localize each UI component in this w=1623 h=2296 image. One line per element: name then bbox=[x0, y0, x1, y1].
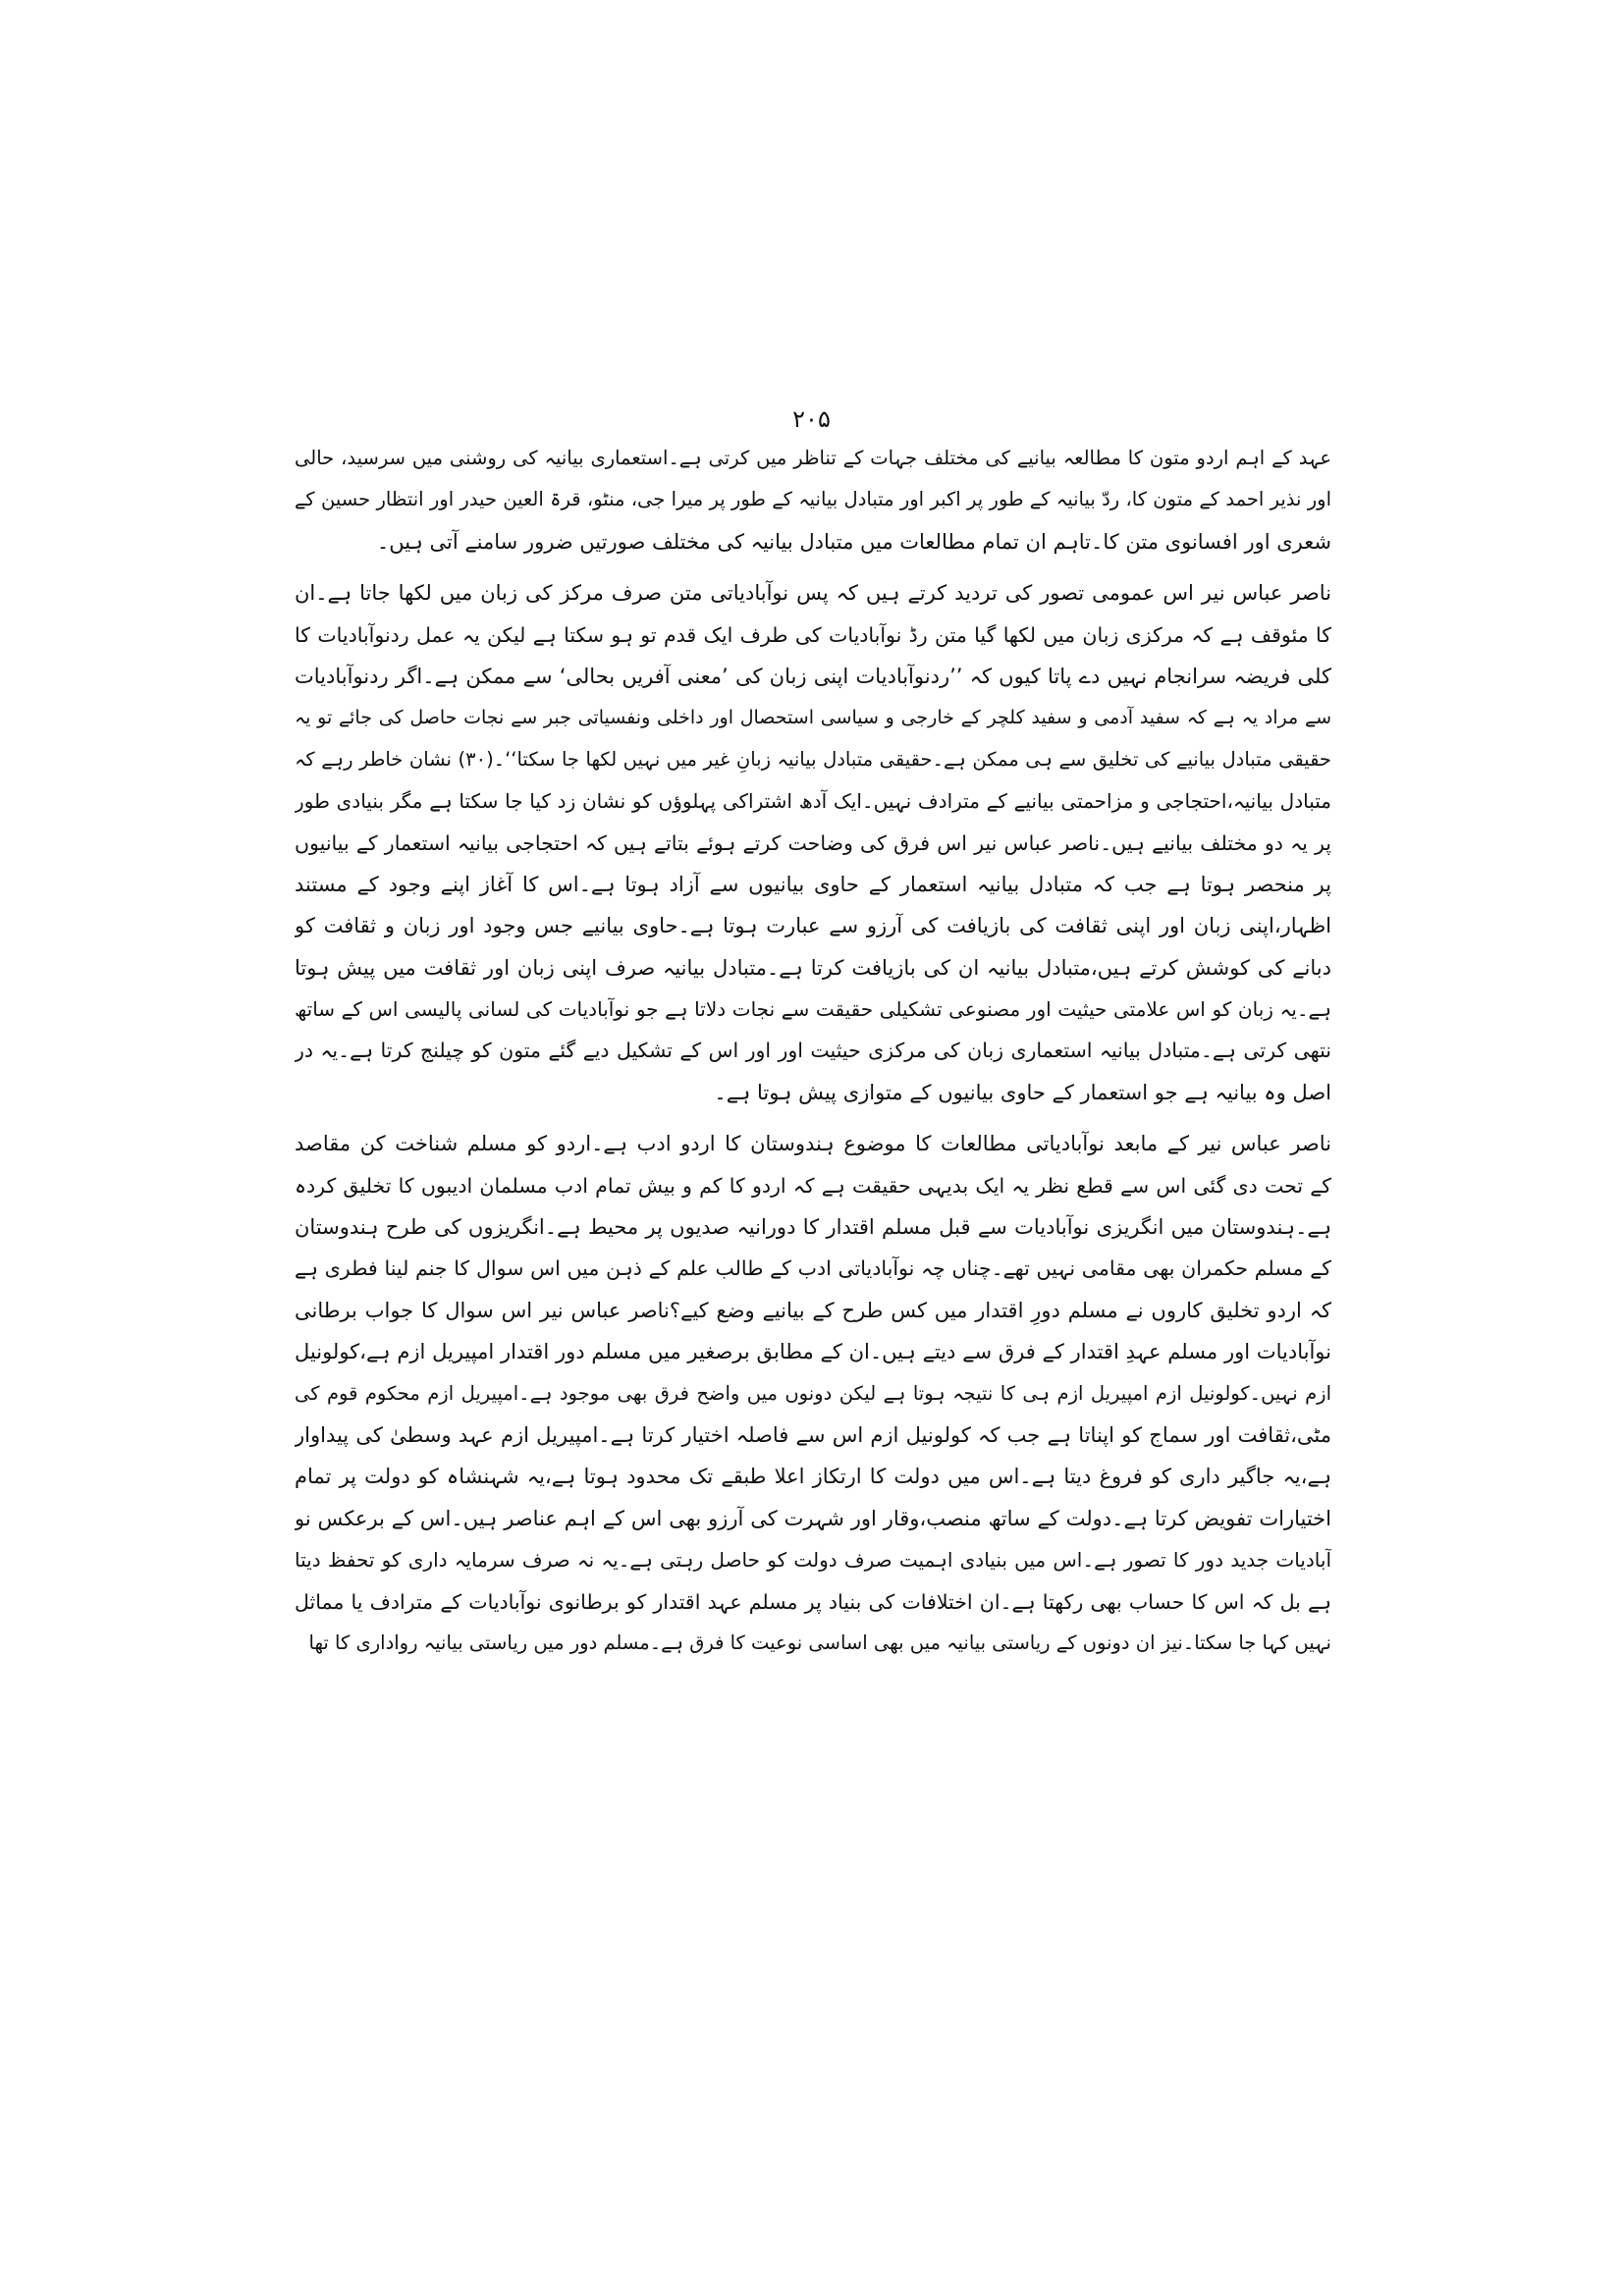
text-line: نہیں کہا جا سکتا۔نیز ان دونوں کے ریاستی بیانیہ میں بھی اساسی نوعیت کا فرق ہے۔مسلم دور میں ریاستی بیانیہ رواداری کا تھا bbox=[308, 1630, 1331, 1654]
text-line: اصل وہ بیانیہ ہے جو استعمار کے حاوی بیانیوں کے متوازی پیش ہوتا ہے۔ bbox=[714, 1080, 1331, 1104]
paragraph bbox=[295, 438, 1331, 562]
text-line: ہے بل کہ اس کا حساب بھی رکھتا ہے۔ان اختلافات کی بنیاد پر مسلم عہد اقتدار کو برطانوی نوآبادیات کے مترادف یا مماثل bbox=[295, 1589, 1331, 1614]
paragraph bbox=[295, 572, 1331, 1113]
text-line: پر منحصر ہوتا ہے جب کہ متبادل بیانیہ استعمار کے حاوی بیانیوں سے آزاد ہوتا ہے۔اس کا آغاز اپنے وجود کے مستند bbox=[295, 872, 1331, 896]
text-line: ناصر عباس نیر کے مابعد نوآبادیاتی مطالعات کا موضوع ہندوستان کا اردو ادب ہے۔اردو کو مسلم شناخت کن مقاصد bbox=[295, 1132, 1331, 1156]
paragraph bbox=[295, 1123, 1331, 1664]
page-number: ۲۰۵ bbox=[792, 405, 831, 433]
text-line: مٹی،ثقافت اور سماج کو اپناتا ہے جب کہ کولونیل ازم اس سے فاصلہ اختیار کرتا ہے۔امپیریل ازم عہد وسطیٰ کی پیداوار bbox=[295, 1422, 1331, 1447]
paragraph-gap bbox=[295, 1113, 1331, 1123]
text-line: سے مراد یہ ہے کہ سفید آدمی و سفید کلچر کے خارجی و سیاسی استحصال اور داخلی ونفسیاتی جبر سے نجات حاصل کی جائے تو یہ bbox=[295, 707, 1331, 729]
text-line: اختیارات تفویض کرتا ہے۔دولت کے ساتھ منصب،وقار اور شہرت کی آرزو بھی اس کے اہم عناصر ہیں۔اس کے برعکس نو bbox=[295, 1506, 1331, 1530]
text-line: ہے۔یہ زبان کو اس علامتی حیثیت اور مصنوعی تشکیلی حقیقت سے نجات دلاتا ہے جو نوآبادیات کی لسانی پالیسی اس کے ساتھ bbox=[295, 997, 1331, 1022]
text-line: کے تحت دی گئی اس سے قطع نظر یہ ایک بدیہی حقیقت ہے کہ اردو کا کم و بیش تمام ادب مسلمان ادیبوں کا تخلیق کردہ bbox=[295, 1173, 1331, 1198]
text-line: کہ اردو تخلیق کاروں نے مسلم دورِ اقتدار میں کس طرح کے بیانیے وضع کیے؟ناصر عباس نیر اس سوال کا جواب برطانی bbox=[295, 1298, 1331, 1322]
text-line: نتھی کرتی ہے۔متبادل بیانیہ استعماری زبان کی مرکزی حیثیت اور اور اس کے تشکیل دیے گئے متون کو چیلنج کرتا ہے۔یہ در bbox=[295, 1039, 1331, 1063]
document-body bbox=[295, 438, 1331, 1664]
text-line: حقیقی متبادل بیانیے کی تخلیق سے ہی ممکن ہے۔حقیقی متبادل بیانیہ زبانِ غیر میں نہیں لکھا جا سکتا‘‘۔(۳۰) نشان خاطر رہے کہ bbox=[295, 747, 1331, 771]
text-line: ہے۔ہندوستان میں انگریزی نوآبادیات سے قبل مسلم اقتدار کا دورانیہ صدیوں پر محیط ہے۔انگریزوں کی طرح ہندوستان bbox=[295, 1215, 1331, 1240]
text-line: کا مئوقف ہے کہ مرکزی زبان میں لکھا گیا متن رڈ نوآبادیات کی طرف ایک قدم تو ہو سکتا ہے لیکن یہ عمل ردنوآبادیات کا bbox=[295, 622, 1331, 647]
text-line: ہے،یہ جاگیر داری کو فروغ دیتا ہے۔اس میں دولت کا ارتکاز اعلا طبقے تک محدود ہوتا ہے،یہ شہنشاہ کو دولت پر تمام bbox=[295, 1465, 1331, 1489]
text-line: اظہار،اپنی زبان اور اپنی ثقافت کی بازیافت کی آرزو سے عبارت ہوتا ہے۔حاوی بیانیے جس وجود اور زبان و ثقافت کو bbox=[295, 914, 1331, 938]
text-line: اور نذیر احمد کے متون کا، ردّ بیانیہ کے طور پر اکبر اور متبادل بیانیہ کے طور پر میرا جی، منٹو، قرۃ العین حیدر اور انتظار حسین کے bbox=[295, 488, 1331, 511]
text-line: ناصر عباس نیر اس عمومی تصور کی تردید کرتے ہیں کہ پس نوآبادیاتی متن صرف مرکز کی زبان میں لکھا جاتا ہے۔ان bbox=[295, 581, 1331, 606]
text-line: ازم نہیں۔کولونیل ازم امپیریل ازم ہی کا نتیجہ ہوتا ہے لیکن دونوں میں واضح فرق بھی موجود ہے۔امپیریل ازم محکوم قوم کی bbox=[295, 1381, 1331, 1405]
text-line: آبادیات جدید دور کا تصور ہے۔اس میں بنیادی اہمیت صرف دولت کو حاصل رہتی ہے۔یہ نہ صرف سرمایہ داری کو تحفظ دیتا bbox=[295, 1548, 1331, 1573]
text-line: دبانے کی کوشش کرتے ہیں،متبادل بیانیہ ان کی بازیافت کرتا ہے۔متبادل بیانیہ صرف اپنی زبان اور ثقافت میں پیش ہوتا bbox=[295, 955, 1331, 980]
text-line: نوآبادیات اور مسلم عہدِ اقتدار کے فرق سے دیتے ہیں۔ان کے مطابق برصغیر میں مسلم دور اقتدار امپیریل ازم ہے،کولونیل bbox=[295, 1340, 1331, 1364]
text-line: شعری اور افسانوی متن کا۔تاہم ان تمام مطالعات میں متبادل بیانیہ کی مختلف صورتیں ضرور سامنے آتی ہیں۔ bbox=[376, 529, 1331, 554]
text-line: متبادل بیانیہ،احتجاجی و مزاحمتی بیانیے کے مترادف نہیں۔ایک آدھ اشتراکی پہلوؤں کو نشان زد کیا جا سکتا ہے مگر بنیادی طور bbox=[295, 789, 1331, 814]
text-line: پر یہ دو مختلف بیانیے ہیں۔ناصر عباس نیر اس فرق کی وضاحت کرتے ہوئے بتاتے ہیں کہ احتجاجی بیانیہ استعمار کے بیانیوں bbox=[295, 830, 1331, 855]
text-line: کے مسلم حکمران بھی مقامی نہیں تھے۔چناں چہ نوآبادیاتی ادب کے طالب علم کے ذہن میں اس سوال کا جنم لینا فطری ہے bbox=[295, 1256, 1331, 1281]
text-line: کلی فریضہ سرانجام نہیں دے پاتا کیوں کہ ’’ردنوآبادیات اپنی زبان کی ’معنی آفریں بحالی‘ سے ممکن ہے۔اگر ردنوآبادیات bbox=[295, 664, 1331, 688]
text-line: عہد کے اہم اردو متون کا مطالعہ بیانیے کی مختلف جہات کے تناظر میں کرتی ہے۔استعماری بیانیہ کی روشنی میں سرسید، حالی bbox=[295, 447, 1331, 469]
paragraph-gap bbox=[295, 562, 1331, 572]
